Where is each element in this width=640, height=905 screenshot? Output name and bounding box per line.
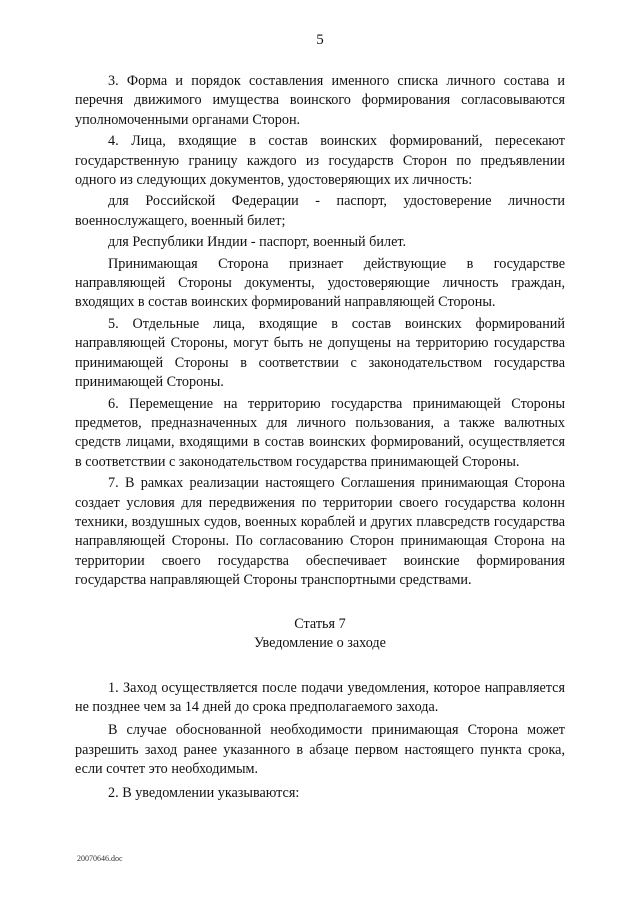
paragraph-notice-2: 2. В уведомлении указываются: [108, 784, 300, 801]
footer-filename: 20070646.doc [77, 854, 123, 863]
paragraph-item-5: 5. Отдельные лица, входящие в состав воинских формирований направляющей Стороны, могут быть не допущены на территорию государства принимающей Стороны в соответствии с законодательством государства принимающей Стороны. [75, 315, 565, 391]
document-body [75, 72, 565, 805]
paragraph-india-documents: для Республики Индии - паспорт, военный билет. [108, 234, 407, 251]
paragraph-item-3: 3. Форма и порядок составления именного списка личного состава и перечня движимого имущества воинского формирования согласовываются уполномоченными органами Сторон. [75, 73, 565, 128]
paragraph-russia-documents: для Российской Федерации - паспорт, удостоверение личности военнослужащего, военный билет; [75, 193, 565, 229]
paragraph-item-7: 7. В рамках реализации настоящего Соглашения принимающая Сторона создает условия для передвижения по территории своего государства колонн техники, воздушных судов, военных кораблей и других плавсредств государства направляющей Стороны. По согласованию Сторон принимающая Сторона на территории своего государства обеспечивает воинские формирования государства направляющей Стороны транспортными средствами. [75, 475, 565, 589]
article-heading [75, 615, 565, 653]
paragraph-item-4: 4. Лица, входящие в состав воинских формирований, пересекают государственную границу каждого из государств Сторон по предъявлении одного из следующих документов, удостоверяющих их личность: [75, 133, 565, 189]
page-number: 5 [316, 32, 324, 48]
paragraph-item-6: 6. Перемещение на территорию государства принимающей Стороны предметов, предназначенных для личного пользования, а также валютных средств лицами, входящими в состав воинских формирований, осуществляется в соответствии с законодательством государства принимающей Стороны. [75, 395, 565, 470]
paragraph-recognition: Принимающая Сторона признает действующие в государстве направляющей Стороны документы, удостоверяющие личность граждан, входящих в состав воинских формирований направляющей Стороны. [75, 255, 565, 311]
article-title: Уведомление о заходе [254, 634, 386, 651]
paragraph-notice-exception: В случае обоснованной необходимости принимающая Сторона может разрешить заход ранее указанного в абзаце первом настоящего пункта срока, если сочтет это необходимым. [75, 722, 565, 778]
paragraph-notice-1: 1. Заход осуществляется после подачи уведомления, которое направляется не позднее чем за 14 дней до срока предполагаемого захода. [75, 679, 565, 715]
article-number: Статья 7 [294, 615, 346, 632]
